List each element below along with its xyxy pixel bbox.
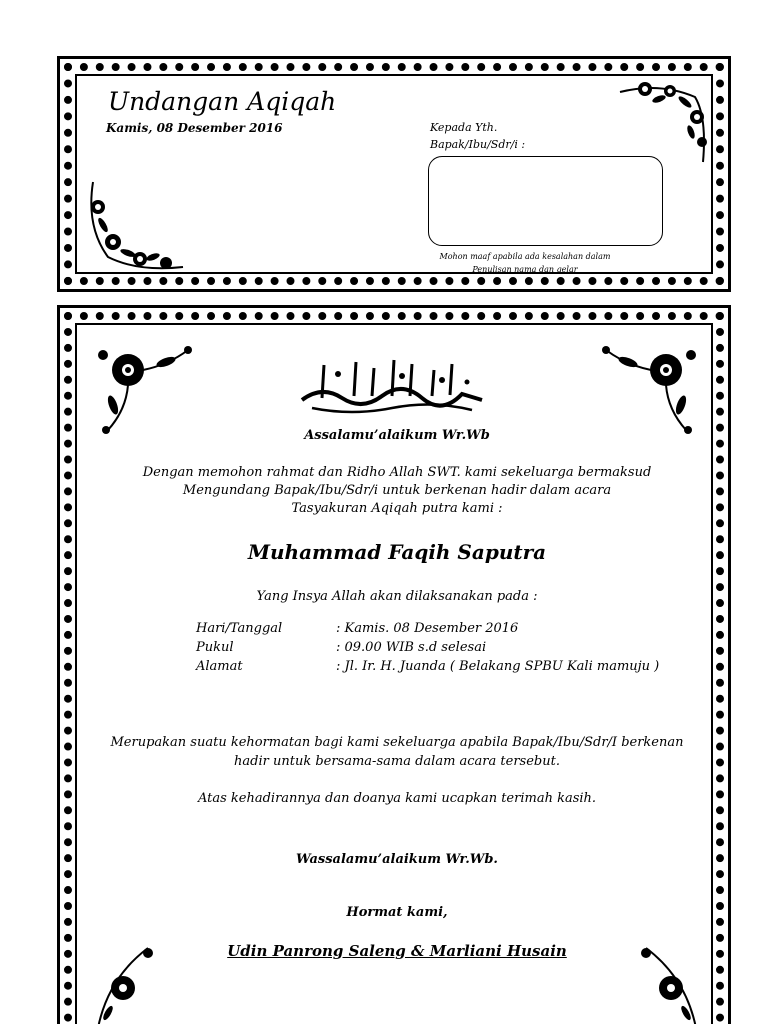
schedule-label: Alamat <box>196 659 243 674</box>
schedule-row <box>196 638 659 657</box>
floral-ornament-icon <box>615 77 715 177</box>
honor-statement <box>80 733 714 771</box>
schedule-value: : 09.00 WIB s.d selesai <box>336 640 487 655</box>
host-names: Udin Panrong Saleng & Marliani Husain <box>227 942 567 960</box>
schedule-label: Pukul <box>196 640 234 655</box>
recipient-title: Bapak/Ibu/Sdr/i : <box>430 138 526 151</box>
schedule-row <box>196 657 659 676</box>
schedule-value: : Jl. Ir. H. Juanda ( Belakang SPBU Kali mamuju ) <box>336 659 660 674</box>
invitation-card <box>57 305 731 1024</box>
schedule-value: : Kamis. 08 Desember 2016 <box>336 621 519 636</box>
schedule-row <box>196 619 659 638</box>
bismillah-calligraphy-icon <box>292 350 492 420</box>
honor-line: Merupakan suatu kehormatan bagi kami sekeluarga apabila Bapak/Ibu/Sdr/I berkenan <box>110 735 684 750</box>
envelope-date: Kamis, 08 Desember 2016 <box>106 121 283 135</box>
intro-line: Mengundang Bapak/Ibu/Sdr/i untuk berkenan hadir dalam acara <box>182 483 612 498</box>
honor-line: hadir untuk bersama-sama dalam acara tersebut. <box>234 754 560 769</box>
floral-ornament-icon <box>596 330 706 440</box>
envelope-title: Undangan Aqiqah <box>108 87 337 116</box>
apology-note-line1: Mohon maaf apabila ada kesalahan dalam <box>439 252 611 261</box>
event-schedule <box>196 619 659 676</box>
floral-ornament-icon <box>78 177 188 277</box>
invitation-intro <box>80 464 714 518</box>
recipient-label: Kepada Yth. <box>430 121 498 134</box>
opening-greeting: Assalamu’alaikum Wr.Wb <box>304 428 490 443</box>
child-name: Muhammad Faqih Saputra <box>247 540 547 564</box>
thanks-statement: Atas kehadirannya dan doanya kami ucapkan terimah kasih. <box>197 791 597 806</box>
schedule-label: Hari/Tanggal <box>196 621 283 636</box>
envelope-card <box>57 56 731 292</box>
regards-label: Hormat kami, <box>346 905 448 920</box>
schedule-intro: Yang Insya Allah akan dilaksanakan pada : <box>256 589 538 604</box>
apology-note <box>400 250 650 276</box>
closing-greeting: Wassalamu’alaikum Wr.Wb. <box>296 852 498 867</box>
intro-line: Dengan memohon rahmat dan Ridho Allah SWT. kami sekeluarga bermaksud <box>142 465 652 480</box>
intro-line: Tasyakuran Aqiqah putra kami : <box>291 501 503 516</box>
floral-ornament-icon <box>88 330 198 440</box>
apology-note-line2: Penulisan nama dan gelar <box>472 265 578 274</box>
